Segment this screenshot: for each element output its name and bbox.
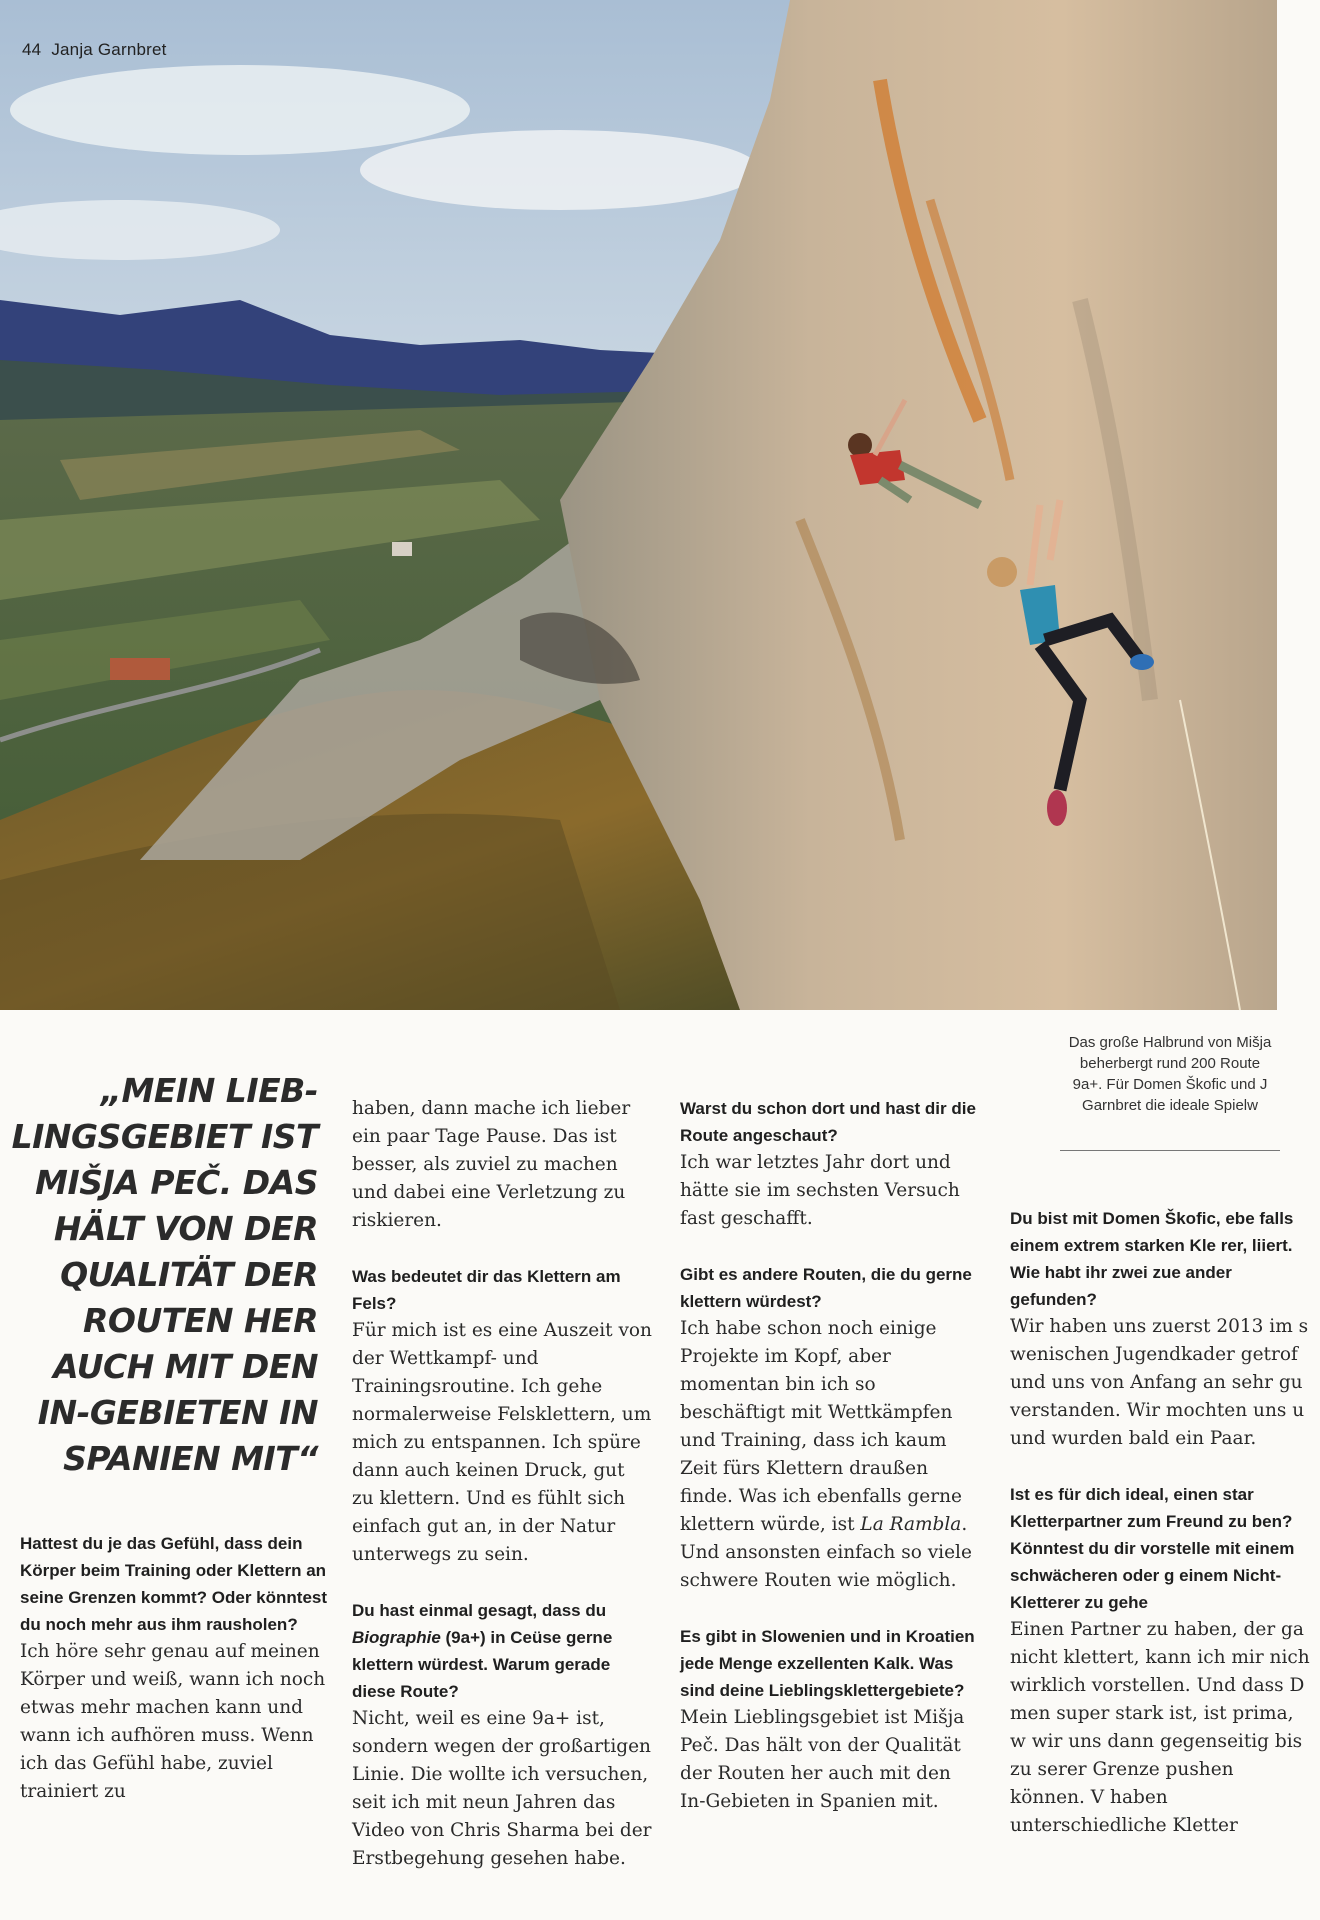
pull-quote-line: ROUTEN HER	[83, 1301, 318, 1340]
article-column-1	[20, 1530, 330, 1834]
caption-line: beherbergt rund 200 Route	[1079, 1055, 1261, 1072]
interview-block	[680, 1095, 980, 1233]
interview-question	[352, 1597, 652, 1705]
page-number: 44	[22, 40, 42, 59]
pull-quote-line: MIŠJA PEČ. DAS	[35, 1163, 318, 1202]
interview-question: Hattest du je das Gefühl, dass dein Körper beim Training oder Klettern an seine Grenzen kommt? Oder könntest du noch mehr aus ihm rausholen?	[20, 1534, 328, 1634]
interview-answer	[680, 1315, 980, 1595]
interview-block	[352, 1263, 652, 1569]
answer-text: . Und ansonsten einfach so viele schwere Routen wie möglich.	[680, 1514, 972, 1591]
interview-question: Warst du schon dort und hast dir die Route angeschaut?	[680, 1099, 976, 1145]
caption-line: Das große Halbrund von Mišja	[1068, 1034, 1272, 1051]
interview-answer: Für mich ist es eine Auszeit von der Wettkampf- und Trainingsroutine. Ich gehe normalerweise Felsklettern, um mich zu entspannen. Ich spüre dann auch keinen Druck, gut zu klettern. Und es fühlt sich einfach gut an, in der Natur unterwegs zu sein.	[352, 1320, 652, 1565]
article-column-3	[680, 1095, 980, 1844]
article-column-4	[1010, 1205, 1310, 1868]
interview-question: Es gibt in Slowenien und in Kroatien jede Menge exzellenten Kalk. Was sind deine Lieblingsklettergebiete?	[680, 1627, 975, 1700]
interview-answer: Nicht, weil es eine 9a+ ist, sondern wegen der großartigen Linie. Die wollte ich versuchen, seit ich mit neun Jahren das Video von Chris Sharma bei der Erstbegehung gesehen habe.	[352, 1708, 652, 1869]
interview-answer: Wir haben uns zuerst 2013 im s wenischen Jugendkader getrof und uns von Anfang an sehr gu verstanden. Wir mochten uns u und wurden bald ein Paar.	[1010, 1316, 1309, 1449]
section-title: Janja Garnbret	[51, 40, 167, 59]
article-column-2	[352, 1095, 652, 1901]
answer-text: Ich habe schon noch einige Projekte im Kopf, aber momentan bin ich so beschäftigt mit Wettkämpfen und Training, dass ich kaum Zeit fürs Klettern draußen finde. Was ich ebenfalls gerne klettern würde, ist	[680, 1318, 962, 1535]
interview-block	[1010, 1481, 1310, 1840]
interview-block	[680, 1623, 980, 1816]
interview-question: Ist es für dich ideal, einen star Kletterpartner zum Freund zu ben? Könntest du dir vorstelle mit einem schwächeren oder g einem Nicht-Kletterer zu gehe	[1010, 1485, 1295, 1612]
interview-block	[20, 1530, 330, 1806]
route-name: Biographie	[352, 1628, 441, 1647]
interview-block	[680, 1261, 980, 1595]
interview-block	[352, 1597, 652, 1873]
interview-answer: Einen Partner zu haben, der ga nicht klettert, kann ich mir nich wirklich vorstellen. Und dass D men super stark ist, ist prima, w wir uns dann gegenseitig bis zu serer Grenze pushen können. V haben unterschiedliche Kletter	[1010, 1619, 1310, 1836]
pull-quote-line: SPANIEN MIT“	[63, 1439, 318, 1478]
pull-quote-line: LINGSGEBIET IST	[11, 1117, 318, 1156]
pull-quote-line: QUALITÄT DER	[60, 1255, 318, 1294]
caption-line: 9a+. Für Domen Škofic und J	[1072, 1076, 1268, 1093]
interview-question: Du bist mit Domen Škofic, ebe falls einem extrem starken Kle rer, liiert. Wie habt ihr zwei zue ander gefunden?	[1010, 1209, 1294, 1309]
interview-question: Gibt es andere Routen, die du gerne klettern würdest?	[680, 1265, 972, 1311]
pull-quote	[0, 1068, 318, 1482]
route-name: La Rambla	[860, 1514, 962, 1535]
question-text: Du hast einmal gesagt, dass du	[352, 1601, 607, 1620]
question-text: (9a+) in Ceüse gerne klettern würdest. Warum gerade diese Route?	[352, 1628, 613, 1701]
pull-quote-line: IN-GEBIETEN IN	[37, 1393, 318, 1432]
page-header	[22, 40, 167, 60]
interview-answer: Mein Lieblingsgebiet ist Mišja Peč. Das hält von der Qualität der Routen her auch mit den In-Gebieten in Spanien mit.	[680, 1707, 965, 1812]
interview-block	[1010, 1205, 1310, 1453]
interview-answer: Ich war letztes Jahr dort und hätte sie im sechsten Versuch fast geschafft.	[680, 1152, 960, 1229]
pull-quote-line: AUCH MIT DEN	[53, 1347, 318, 1386]
interview-question: Was bedeutet dir das Klettern am Fels?	[352, 1267, 621, 1313]
photo-caption	[1020, 1032, 1320, 1116]
caption-divider	[1060, 1150, 1280, 1151]
interview-answer: Ich höre sehr genau auf meinen Körper und weiß, wann ich noch etwas mehr machen kann und wann ich aufhören muss. Wenn ich das Gefühl habe, zuviel trainiert zu	[20, 1641, 326, 1802]
pull-quote-line: HÄLT VON DER	[53, 1209, 318, 1248]
caption-line: Garnbret die ideale Spielw	[1082, 1097, 1258, 1114]
pull-quote-line: „MEIN LIEB-	[100, 1071, 318, 1110]
interview-block	[352, 1095, 652, 1235]
interview-answer: haben, dann mache ich lieber ein paar Tage Pause. Das ist besser, als zuviel zu machen und dabei eine Verletzung zu riskieren.	[352, 1098, 631, 1231]
